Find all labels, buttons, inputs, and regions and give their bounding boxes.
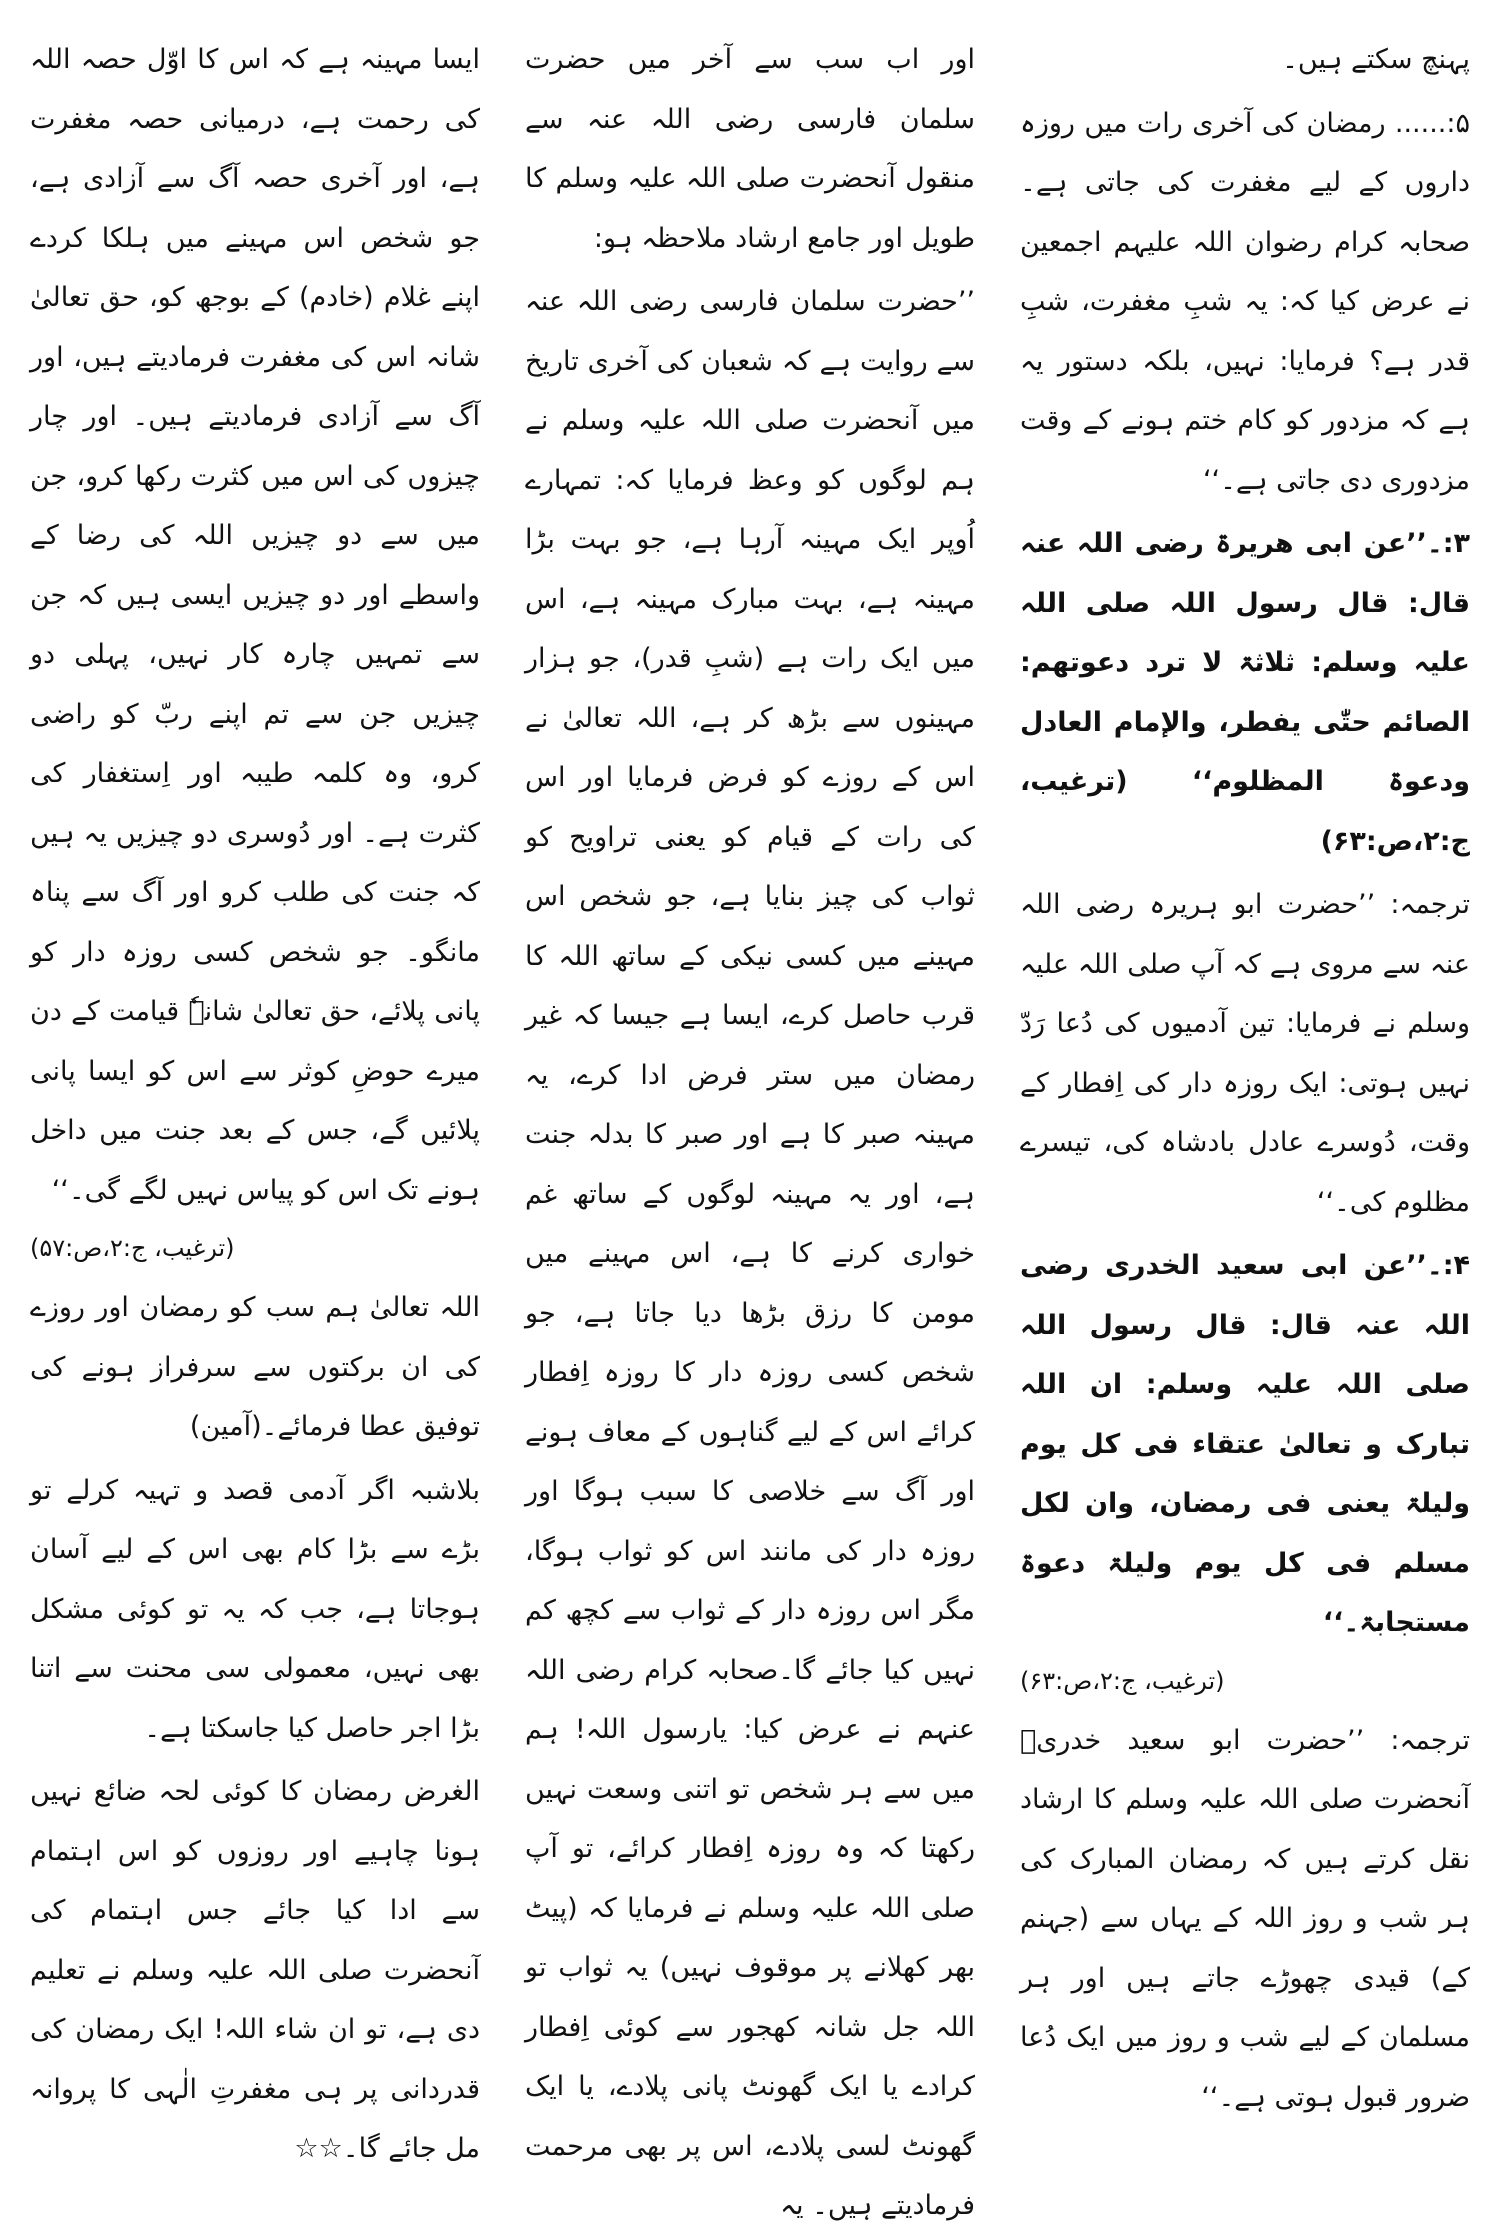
hadith-salman-continued: ایسا مہینہ ہے کہ اس کا اوّل حصہ اللہ کی رحمت ہے، درمیانی حصہ مغفرت ہے، اور آخری حصہ آگ سے آزادی ہے، جو شخص اس مہینے میں ہلکا کردے اپنے غلام (خادم) کے بوجھ کو، حق تعالیٰ شانہ اس کی مغفرت فرمادیتے ہیں، اور آگ سے آزادی فرمادیتے ہیں۔ اور چار چیزوں کی اس میں کثرت رکھا کرو، جن میں سے دو چیزیں اللہ کی رضا کے واسطے اور دو چیزیں ایسی ہیں کہ جن سے تمہیں چارہ کار نہیں، پہلی دو چیزیں جن سے تم اپنے ربّ کو راضی کرو، وہ کلمہ طیبہ اور اِستغفار کی کثرت ہے۔ اور دُوسری دو چیزیں یہ ہیں کہ جنت کی طلب کرو اور آگ سے پناہ مانگو۔ جو شخص کسی روزہ دار کو پانی پلائے، حق تعالیٰ شانہٗ قیامت کے دن میرے حوضِ کوثر سے اس کو ایسا پانی پلائیں گے، جس کے بعد جنت میں داخل ہونے تک اس کو پیاس نہیں لگے گی۔‘‘	[30, 44, 480, 1206]
hadith-3-arabic: ۳:۔’’عن ابی ھریرۃ رضی اللہ عنہ قال: قال رسول اللہ صلی اللہ علیہ وسلم: ثلاثۃ لا ترد دعوتھم: الصائم حتّٰی یفطر، والإمام العادل ودعوۃ المظلوم‘‘ (ترغیب، ج:۲،ص:۶۳)	[1020, 528, 1470, 857]
paragraph-intro-salman: اور اب سب سے آخر میں حضرت سلمان فارسی رضی اللہ عنہ سے منقول آنحضرت صلی اللہ علیہ وسلم کا طویل اور جامع ارشاد ملاحظہ ہو:	[525, 44, 975, 254]
paragraph-effort: بلاشبہ اگر آدمی قصد و تہیہ کرلے تو بڑے سے بڑا کام بھی اس کے لیے آسان ہوجاتا ہے، جب کہ یہ تو کوئی مشکل بھی نہیں، معمولی سی محنت سے اتنا بڑا اجر حاصل کیا جاسکتا ہے۔	[30, 1474, 480, 1744]
paragraph-point-5: ۵:...... رمضان کی آخری رات میں روزہ داروں کے لیے مغفرت کی جاتی ہے۔صحابہ کرام رضوان اللہ علیہم اجمعین نے عرض کیا کہ: یہ شبِ مغفرت، شبِ قدر ہے؟ فرمایا: نہیں، بلکہ دستور یہ ہے کہ مزدور کو کام ختم ہونے کے وقت مزدوری دی جاتی ہے۔‘‘	[1020, 107, 1470, 496]
hadith-4-translation: ترجمہ: ’’حضرت ابو سعید خدریؓ آنحضرت صلی اللہ علیہ وسلم کا ارشاد نقل کرتے ہیں کہ رمضان المبارک کی ہر شب و روز اللہ کے یہاں سے (جہنم کے) قیدی چھوڑے جاتے ہیں اور ہر مسلمان کے لیے شب و روز میں ایک دُعا ضرور قبول ہوتی ہے۔‘‘	[1020, 1724, 1470, 2113]
hadith-salman-farsi: ’’حضرت سلمان فارسی رضی اللہ عنہ سے روایت ہے کہ شعبان کی آخری تاریخ میں آنحضرت صلی اللہ علیہ وسلم نے ہم لوگوں کو وعظ فرمایا کہ: تمہارے اُوپر ایک مہینہ آرہا ہے، جو بہت بڑا مہینہ ہے، بہت مبارک مہینہ ہے، اس میں ایک رات ہے (شبِ قدر)، جو ہزار مہینوں سے بڑھ کر ہے، اللہ تعالیٰ نے اس کے روزے کو فرض فرمایا اور اس کی رات کے قیام کو یعنی تراویح کو ثواب کی چیز بنایا ہے، جو شخص اس مہینے میں کسی نیکی کے ساتھ اللہ کا قرب حاصل کرے، ایسا ہے جیسا کہ غیر رمضان میں ستر فرض ادا کرے، یہ مہینہ صبر کا ہے اور صبر کا بدلہ جنت ہے، اور یہ مہینہ لوگوں کے ساتھ غم خواری کرنے کا ہے، اس مہینے میں مومن کا رزق بڑھا دیا جاتا ہے، جو شخص کسی روزہ دار کا روزہ اِفطار کرائے اس کے لیے گناہوں کے معاف ہونے اور آگ سے خلاصی کا سبب ہوگا اور روزہ دار کی مانند اس کو ثواب ہوگا، مگر اس روزہ دار کے ثواب سے کچھ کم نہیں کیا جائے گا۔صحابہ کرام رضی اللہ عنہم نے عرض کیا: یارسول اللہ! ہم میں سے ہر شخص تو اتنی وسعت نہیں رکھتا کہ وہ روزہ اِفطار کرائے، تو آپ صلی اللہ علیہ وسلم نے فرمایا کہ (پیٹ بھر کھلانے پر موقوف نہیں) یہ ثواب تو اللہ جل شانہ کھجور سے کوئی اِفطار کرادے یا ایک گھونٹ پانی پلادے، یا ایک گھونٹ لسی پلادے، اس پر بھی مرحمت فرمادیتے ہیں۔ یہ	[525, 286, 975, 2221]
hadith-3-translation: ترجمہ: ’’حضرت ابو ہریرہ رضی اللہ عنہ سے مروی ہے کہ آپ صلی اللہ علیہ وسلم نے فرمایا: تین آدمیوں کی دُعا رَدّ نہیں ہوتی: ایک روزہ دار کی اِفطار کے وقت، دُوسرے عادل بادشاہ کی، تیسرے مظلوم کی۔‘‘	[1020, 889, 1470, 1218]
column-middle	[525, 30, 975, 2221]
column-left	[30, 30, 480, 2180]
reference-targhib: (ترغیب، ج:۲،ص:۵۷)	[30, 1234, 235, 1262]
hadith-4-arabic: ۴:۔’’عن ابی سعید الخدری رضی اللہ عنہ قال: قال رسول اللہ صلی اللہ علیہ وسلم: ان اللہ تبارک و تعالیٰ عتقاء فی کل یوم ولیلۃ یعنی فی رمضان، وان لکل مسلم فی کل یوم ولیلۃ دعوۃ مستجابۃ۔‘‘	[1020, 1250, 1470, 1638]
paragraph-dua: اللہ تعالیٰ ہم سب کو رمضان اور روزے کی ان برکتوں سے سرفراز ہونے کی توفیق عطا فرمائے۔(آمین)	[30, 1292, 480, 1442]
reference-targhib: (ترغیب، ج:۲،ص:۶۳)	[1020, 1666, 1225, 1695]
paragraph-conclusion: الغرض رمضان کا کوئی لحہ ضائع نہیں ہونا چاہیے اور روزوں کو اس اہتمام سے ادا کیا جائے جس اہتمام کی آنحضرت صلی اللہ علیہ وسلم نے تعلیم دی ہے، تو ان شاء اللہ! ایک رمضان کی قدردانی پر ہی مغفرتِ الٰہی کا پروانہ مل جائے گا۔☆☆	[30, 1776, 480, 2164]
column-right	[1020, 30, 1470, 2180]
paragraph-continuation: پہنچ سکتے ہیں۔	[1282, 44, 1470, 75]
